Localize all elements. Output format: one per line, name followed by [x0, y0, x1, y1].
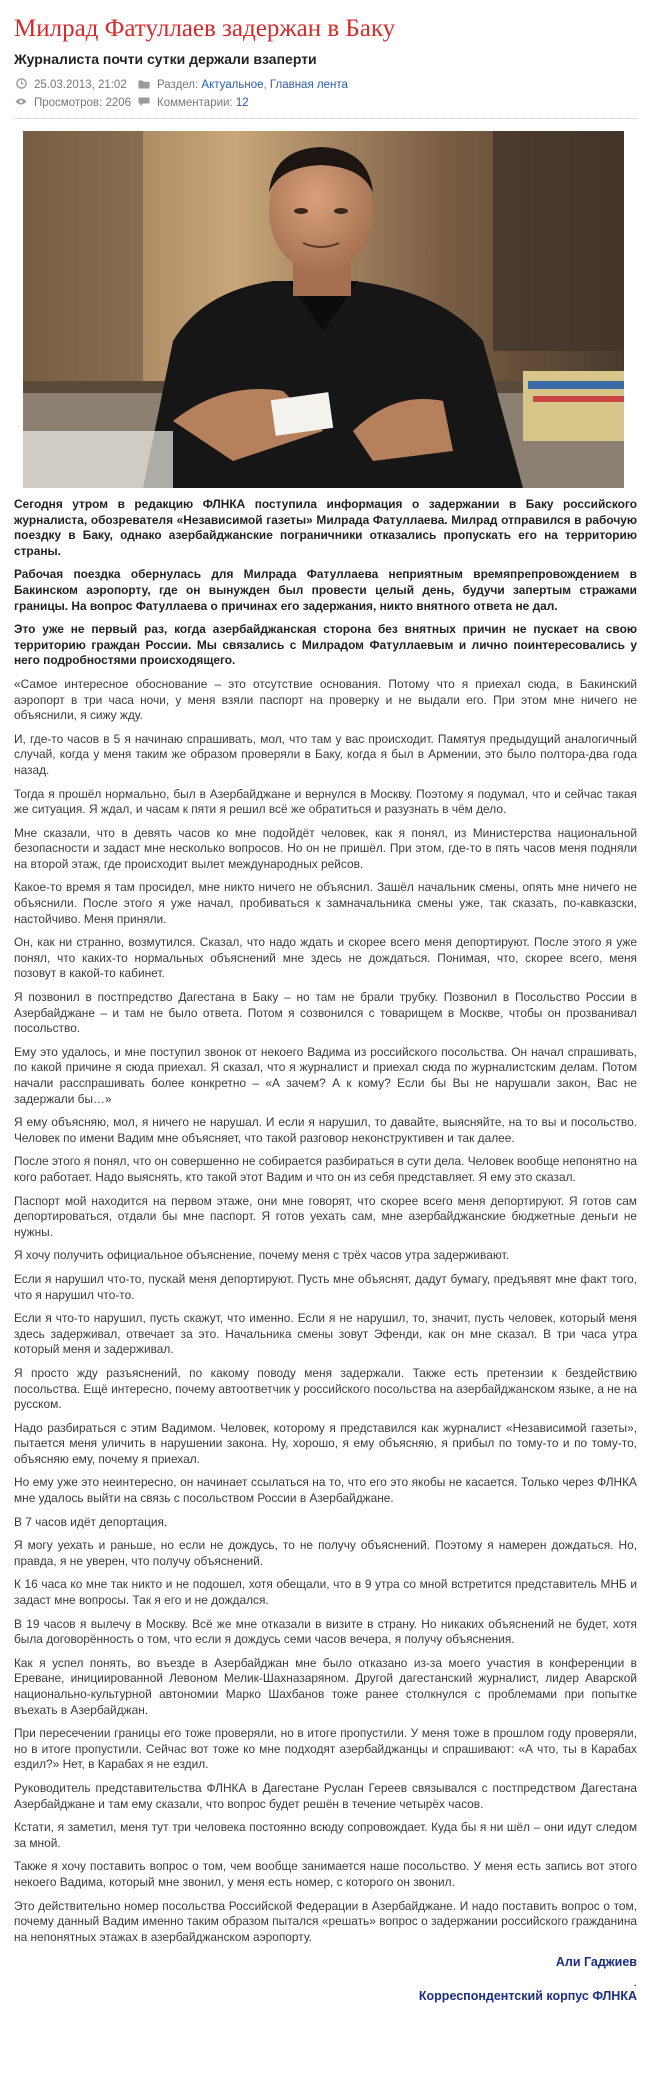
- corps-name: Корреспондентский корпус ФЛНКА: [418, 1988, 637, 2003]
- body-paragraph: Я просто жду разъяснений, по какому поводу меня задержали. Также есть претензии к бездействию посольства. Ещё интересно, почему автоответчик у российского посольства на азербайджанском языке, а не на русском.: [14, 1365, 637, 1412]
- meta-comments: [137, 97, 249, 110]
- body-paragraph: Какое-то время я там просидел, мне никто ничего не объяснил. Зашёл начальник смены, опять мне ничего не объяснили. После этого я уже начал, пробиваться к замначальника смены уже, так сказать, по-кавказски, настойчиво. Меня приняли.: [14, 880, 637, 926]
- article-title: Милрад Фатуллаев задержан в Баку: [14, 15, 396, 42]
- body-paragraph: Я ему объясняю, мол, я ничего не нарушал. И если я нарушил, то давайте, выясняйте, на то вы и посольство. Человек по имени Вадим мне объясняет, что такой разговор неконструктивен и так далее.: [14, 1115, 637, 1145]
- body-paragraph: «Самое интересное обоснование – это отсутствие основания. Потому что я приехал сюда, в Бакинский аэропорт в три часа ночи, у меня взяли паспорт на проверку и не выдали его. При этом мне ничего не объяснили, я сижу жду.: [14, 676, 637, 723]
- body-paragraph: К 16 часа ко мне так никто и не подошел, хотя обещали, что в 9 утра со мной встретится представитель МНБ и задаст мне вопросы. Так я его и не дождался.: [14, 1577, 637, 1608]
- lead-paragraph: Это уже не первый раз, когда азербайджанская сторона без внятных причин не пускает на свою территорию граждан России. Мы связались с Милрадом Фатуллаевым и лично поинтересовались у него подробностями происходящего.: [14, 622, 637, 668]
- signature-dot: .: [633, 1974, 637, 1989]
- section-link-actual[interactable]: Актуальное: [201, 79, 264, 91]
- eye-icon: [14, 97, 28, 109]
- body-paragraph: Ему это удалось, и мне поступил звонок от некоего Вадима из российского посольства. Он начал спрашивать, по какой причине я сюда приехал. Я сказал, что я журналист и приехал сюда по журналистским делам. Потом начали расспрашивать более конкретно – «А зачем? А к кому? Если бы Вы не нарушали закон, Вас не задержали бы…»: [14, 1044, 637, 1106]
- article-body: [14, 497, 637, 2005]
- body-paragraph: После этого я понял, что он совершенно не собирается разбираться в сути дела. Человек вообще непонятно на кого работает. Надо выяснять, кто такой этот Вадим и что он из себя представляет. Я ему это сказал.: [14, 1154, 637, 1184]
- author-name: Али Гаджиев: [555, 1955, 637, 1970]
- body-paragraph: Это действительно номер посольства Российской Федерации в Азербайджане. И надо поставить вопрос о том, почему данный Вадим именно таким образом пытался «решать» вопрос о задержании российского гражданина на непонятных этажах в азербайджанском аэропорту.: [14, 1898, 637, 1944]
- article-signature: [14, 1955, 637, 2004]
- meta-row-date-section: [14, 76, 637, 94]
- meta-date-value: 25.03.2013, 21:02: [34, 79, 127, 91]
- meta-views-value: 2206: [105, 97, 132, 109]
- lead-paragraph: Рабочая поездка обернулась для Милрада Фатуллаева неприятным времяпрепровождением в Бакинском аэропорту, где он вынужден был провести целый день, будучи запертым стражами границы. На вопрос Фатуллаева о причинах его задержания, никто внятного ответа не дал.: [14, 567, 637, 613]
- body-paragraph: Я могу уехать и раньше, но если не дождусь, то не получу объяснений. Поэтому я намерен дождаться. Но, правда, я не уверен, что получу объяснений.: [14, 1538, 637, 1568]
- clock-icon: [14, 78, 28, 92]
- section-link-main-feed[interactable]: Главная лента: [269, 79, 348, 91]
- body-paragraph: Как я успел понять, во въезде в Азербайджан мне было отказано из-за моего участия в конференции в Ереване, инициированной Левоном Мелик-Шахназаряном. Другой дагестанский журналист, лидер Аварской национально-культурной автономии Марко Шахбанов тоже ранее столкнулся с проблемами при попытке въехать в Азербайджан.: [14, 1655, 637, 1717]
- body-paragraph: Но ему уже это неинтересно, он начинает ссылаться на то, что его это якобы не касается. Только через ФЛНКА мне удалось выйти на связь с посольством России в Азербайджане.: [14, 1475, 637, 1506]
- meta-section: Раздел: Актуальное , Главная лента: [137, 79, 348, 92]
- body-paragraph: Если я что-то нарушил, пусть скажут, что именно. Если я не нарушил, то, значит, пусть человек, который меня здесь задерживал, отвечает за это. Начальника смены зовут Эфенди, как он мне сказал. В три часа утра который меня и задерживал.: [14, 1311, 637, 1357]
- meta-comments-label: Комментарии:: [157, 97, 233, 109]
- body-paragraph: Если я нарушил что-то, пускай меня депортируют. Пусть мне объяснят, дадут бумагу, предъявят мне факт того, что я нарушил что-то.: [14, 1271, 637, 1302]
- body-paragraph: Мне сказали, что в девять часов ко мне подойдёт человек, как я понял, из Министерства национальной безопасности и задаст мне несколько вопросов. Но он не пришёл. При этом, где-то в пять часов меня подняли на второй этаж, где происходит вылет международных рейсов.: [14, 825, 637, 871]
- meta-row-views-comments: [14, 94, 637, 112]
- body-paragraph: Кстати, я заметил, меня тут три человека постоянно всюду сопровождает. Куда бы я ни шёл – они идут следом за мной.: [14, 1820, 637, 1850]
- body-paragraph: Я хочу получить официальное объяснение, почему меня с трёх часов утра задерживают.: [14, 1248, 509, 1263]
- body-paragraph: Паспорт мой находится на первом этаже, они мне говорят, что скорее всего меня депортируют. Я готов сам депортироваться, отдали бы мне паспорт. Я готов уехать сам, мне азербайджанские бюджетные деньги не нужны.: [14, 1193, 637, 1239]
- body-paragraph: В 19 часов я вылечу в Москву. Всё же мне отказали в визите в страну. Но никаких объяснений не будет, хотя была договорённость о том, что если я дождусь семи часов вечера, я получу объяснения.: [14, 1616, 637, 1647]
- body-paragraph: Также я хочу поставить вопрос о том, чем вообще занимается наше посольство. У меня есть запись вот этого некоего Вадима, который мне звонил, у меня есть номер, с которого он звонил.: [14, 1859, 637, 1889]
- body-paragraph: При пересечении границы его тоже проверяли, но в итоге пропустили. У меня тоже в прошлом году проверяли, но в итоге пропустили. Сейчас вот тоже ко мне подходят азербайджанцы и спрашивают: «А что, ты в Карабах ездил?» Нет, в Карабах я не ездил.: [14, 1726, 637, 1772]
- body-paragraph: И, где-то часов в 5 я начинаю спрашивать, мол, что там у вас происходит. Памятуя предыдущий аналогичный случай, когда у меня таким же образом проверяли в Баку, когда я был в Армении, это было полтора-два года назад.: [14, 731, 637, 777]
- lead-paragraph: Сегодня утром в редакцию ФЛНКА поступила информация о задержании в Баку российского журналиста, обозревателя «Независимой газеты» Милрада Фатуллаева. Милрад отправился в рабочую поездку в Баку, однако азербайджанские пограничники отказались пропускать его на территорию страны.: [14, 497, 637, 558]
- body-paragraph: Надо разбираться с этим Вадимом. Человек, которому я представился как журналист «Независимой газеты», пытается меня уличить в нарушении закона. Ну, хорошо, я ему объясняю, я прибыл по тому-то и по тому-то, объясняю ему, почему я приехал.: [14, 1420, 637, 1466]
- photo-illustration: [23, 131, 624, 488]
- body-paragraph: Тогда я прошёл нормально, был в Азербайджане и вернулся в Москву. Поэтому я подумал, что и сейчас такая же ситуация. Я ждал, и часам к пяти я решил всё же обратиться и разузнать в чём дело.: [14, 786, 637, 817]
- body-paragraph: Я позвонил в постпредство Дагестана в Баку – но там не брали трубку. Позвонил в Посольство России в Азербайджане – и там не было ответа. Потом я созвонился с товарищем в Москве, чтобы он прозванивал посольство.: [14, 990, 637, 1036]
- body-paragraph: Руководитель представительства ФЛНКА в Дагестане Руслан Гереев связывался с постпредством Дагестана Азербайджане и там ему сказали, что вопрос будет решён в течение четырёх часов.: [14, 1780, 637, 1811]
- article-subtitle: Журналиста почти сутки держали взаперти: [14, 51, 317, 67]
- meta-section-label: Раздел:: [157, 79, 199, 91]
- body-paragraph: Он, как ни странно, возмутился. Сказал, что надо ждать и скорее всего меня депортируют. После этого я уже понял, что каких-то нормальных объяснений мне здесь не дождаться. Понимая, что, скорее всего, меня позовут в какой-то кабинет.: [14, 935, 637, 981]
- comment-icon: [137, 97, 151, 110]
- meta-views: [14, 97, 137, 109]
- meta-date: [14, 78, 137, 92]
- body-paragraph: В 7 часов идёт депортация.: [14, 1514, 168, 1529]
- article-photo: [23, 131, 624, 488]
- article-meta: [14, 76, 637, 119]
- meta-views-label: Просмотров:: [34, 97, 103, 109]
- comments-count-link[interactable]: 12: [235, 97, 249, 109]
- folder-icon: [137, 79, 151, 92]
